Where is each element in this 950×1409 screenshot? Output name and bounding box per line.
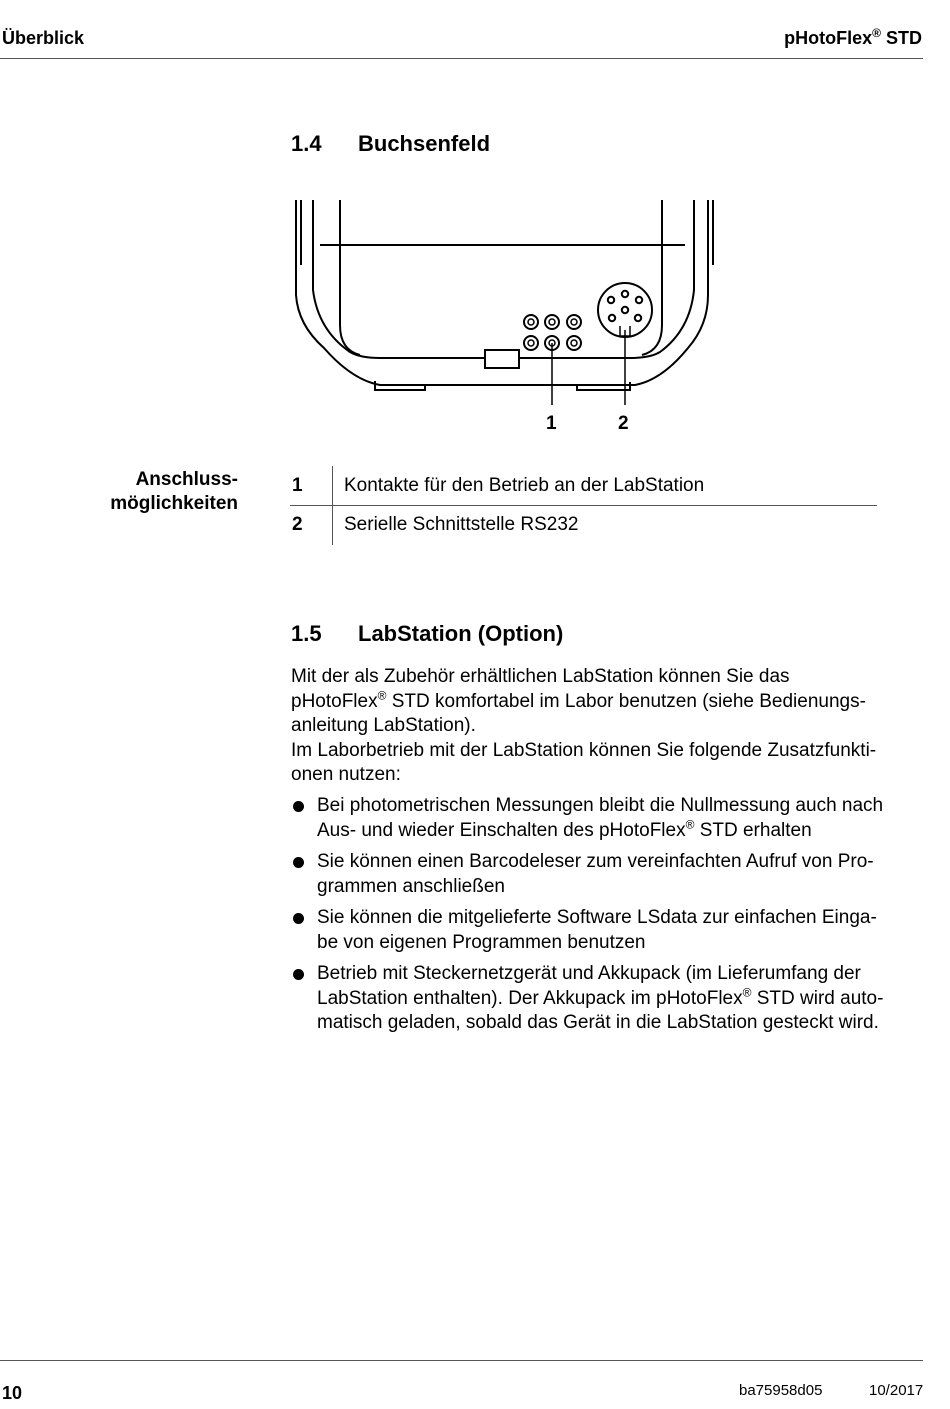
panel-inner-left [340, 200, 360, 355]
paragraph-line: Im Laborbetrieb mit der LabStation können Sie folgende Zusatzfunkti- [291, 739, 877, 761]
table-row [290, 466, 877, 504]
document-date: 10/2017 [869, 1382, 924, 1399]
rs232-pin [608, 297, 614, 303]
table-column-divider [332, 466, 333, 545]
list-item-line: Betrieb mit Steckernetzgerät und Akkupack (im Lieferumfang der [317, 963, 861, 984]
row-number: 2 [292, 514, 303, 535]
panel-inner-right [642, 200, 662, 355]
table-row [290, 505, 877, 543]
section-number: 1.4 [291, 131, 322, 156]
list-item-line: grammen anschließen [317, 875, 505, 897]
list-item-text: LabStation enthalten). Der Akkupack im pHotoFlex [317, 987, 743, 1009]
list-item-line: Sie können einen Barcodeleser zum vereinfachten Aufruf von Pro- [317, 851, 874, 872]
section-title: LabStation (Option) [358, 621, 564, 646]
section-heading-1-4 [291, 131, 691, 159]
bullet-icon [293, 801, 304, 812]
bullet-icon [293, 969, 304, 980]
running-header-right [784, 28, 922, 49]
rs232-pin [635, 315, 641, 321]
bullet-icon [293, 857, 304, 868]
list-item [290, 850, 930, 900]
header-model: STD [880, 28, 922, 48]
list-item-text: STD erhalten [694, 819, 812, 841]
header-brand: pHotoFlex [784, 28, 873, 48]
list-item-text: Aus- und wieder Einschalten des pHotoFlex [317, 819, 686, 841]
brand-text: pHotoFlex [291, 690, 378, 712]
panel-tab [485, 350, 519, 368]
paragraph-line [291, 690, 931, 715]
paragraph-line: Mit der als Zubehör erhältlichen LabStation können Sie das [291, 666, 790, 687]
registered-mark: ® [685, 817, 695, 832]
side-heading-line-1: Anschluss- [135, 469, 238, 490]
section-1-5-intro [291, 665, 931, 788]
row-number: 1 [292, 475, 303, 496]
bullet-icon [293, 913, 304, 924]
list-item-line [317, 819, 927, 844]
side-heading-connections [60, 468, 238, 516]
rs232-pin [622, 291, 628, 297]
contact-socket [545, 315, 559, 329]
list-item-line: be von eigenen Programmen benutzen [317, 931, 646, 953]
socket-panel-figure [280, 190, 740, 450]
rs232-pin [622, 307, 628, 313]
footer-rule [0, 1360, 923, 1361]
section-number: 1.5 [291, 621, 322, 646]
paragraph-line: anleitung LabStation). [291, 715, 476, 736]
list-item-text: STD wird auto- [751, 987, 884, 1009]
list-item-line: matisch geladen, sobald das Gerät in die LabStation gesteckt wird. [317, 1012, 879, 1033]
running-header-left: Überblick [2, 28, 85, 48]
page-number: 10 [2, 1383, 23, 1403]
section-title: Buchsenfeld [358, 131, 491, 156]
rs232-pin [636, 297, 642, 303]
list-item-line: Sie können die mitgelieferte Software LSdata zur einfachen Einga- [317, 907, 877, 928]
list-item [290, 962, 930, 1037]
header-rule [0, 58, 923, 59]
row-text: Serielle Schnittstelle RS232 [344, 514, 579, 535]
contact-socket [524, 336, 538, 350]
contact-socket [567, 336, 581, 350]
side-heading-line-2: möglichkeiten [110, 493, 238, 514]
callout-label-1: 1 [546, 413, 557, 434]
document-id: ba75958d05 [739, 1382, 823, 1399]
registered-mark: ® [742, 985, 752, 1000]
section-heading-1-5 [291, 621, 691, 649]
list-item-line: Bei photometrischen Messungen bleibt die Nullmessung auch nach [317, 795, 884, 816]
list-item-line [317, 987, 927, 1012]
callout-label-2: 2 [618, 413, 629, 434]
paragraph-line: onen nutzen: [291, 764, 401, 785]
registered-mark: ® [377, 688, 387, 703]
rs232-socket [598, 283, 652, 337]
list-item [290, 794, 930, 844]
list-item [290, 906, 930, 956]
row-text: Kontakte für den Betrieb an der LabStation [344, 475, 705, 496]
contact-socket [567, 315, 581, 329]
header-registered-mark: ® [872, 26, 881, 40]
paragraph-text: STD komfortabel im Labor benutzen (siehe Bedienungs- [386, 690, 866, 712]
contact-socket [524, 315, 538, 329]
rs232-pin [609, 315, 615, 321]
